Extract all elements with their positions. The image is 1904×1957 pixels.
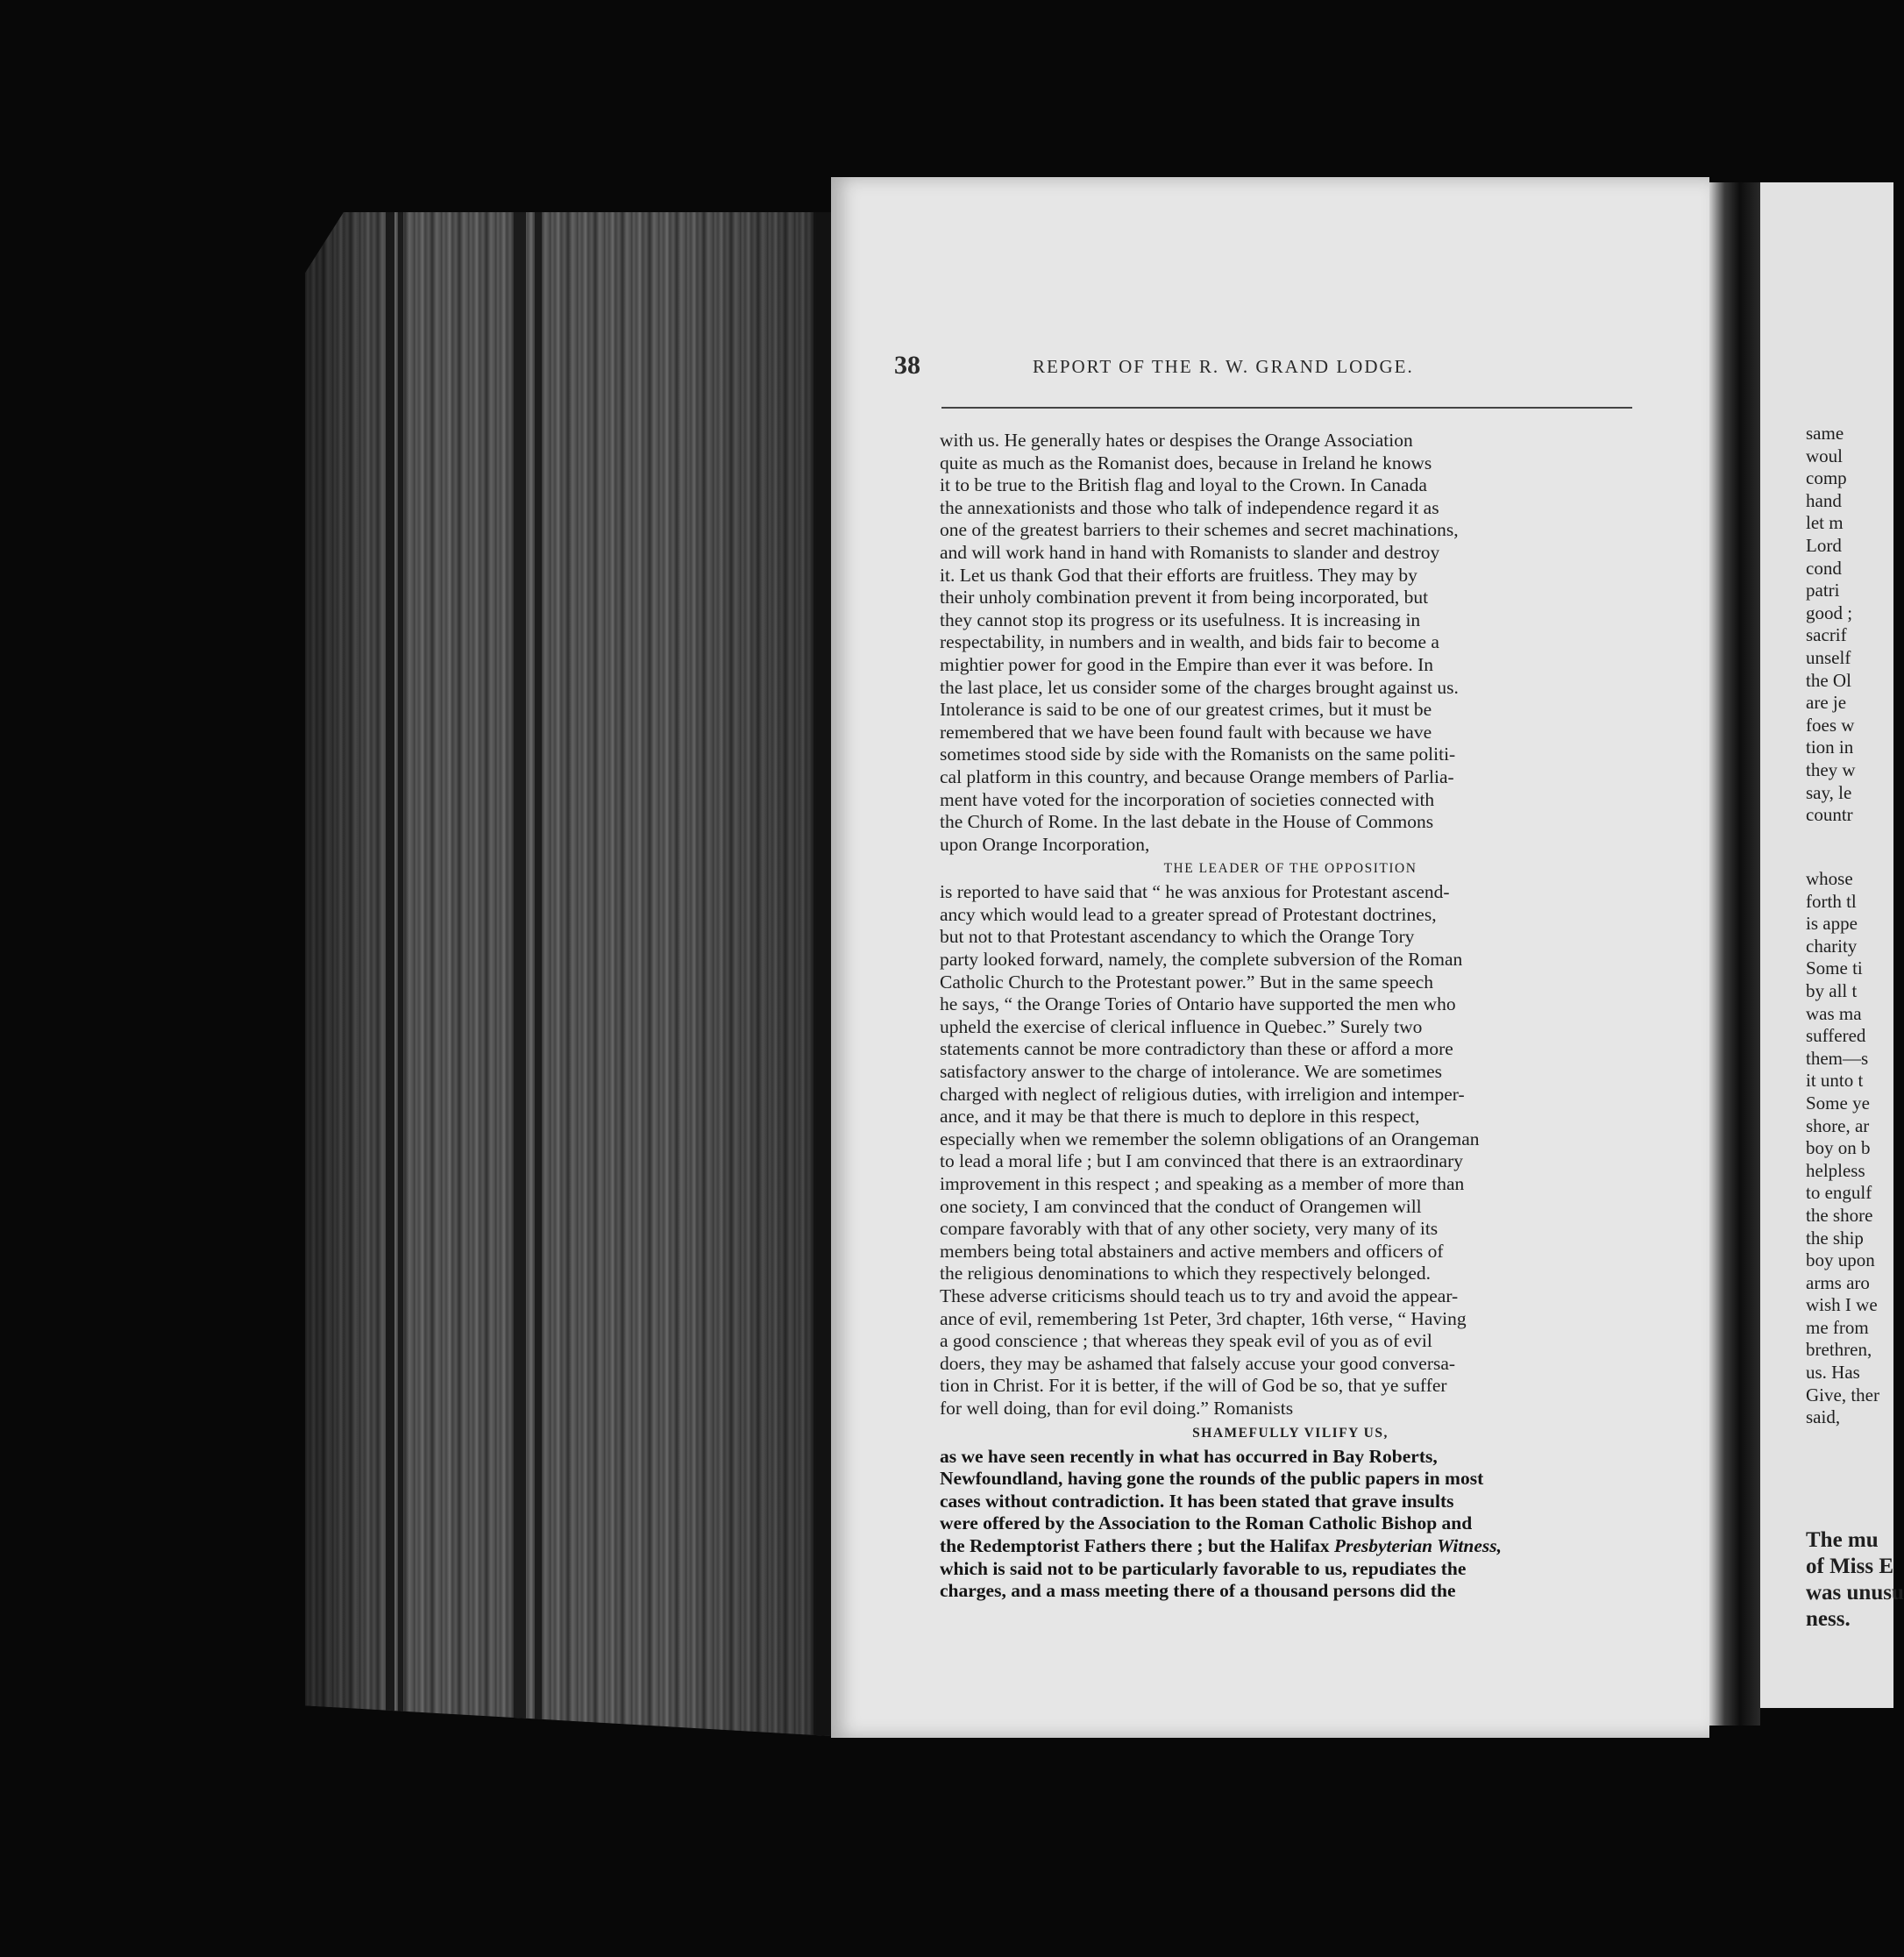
text-line: remembered that we have been found fault with because we have bbox=[940, 721, 1432, 743]
text-line: is appe bbox=[1806, 913, 1858, 935]
text-line: ance of evil, remembering 1st Peter, 3rd chapter, 16th verse, “ Having bbox=[940, 1307, 1467, 1329]
text-line: the Ol bbox=[1806, 669, 1851, 691]
edge-band bbox=[813, 212, 831, 1736]
text-line: mightier power for good in the Empire than ever it was before. In bbox=[940, 653, 1433, 675]
text-line: ancy which would lead to a greater spread of Protestant doctrines, bbox=[940, 903, 1437, 925]
text-line: it unto t bbox=[1806, 1070, 1864, 1092]
text-line: of Miss E bbox=[1806, 1555, 1893, 1578]
text-line: said, bbox=[1806, 1406, 1841, 1428]
book-page-edges bbox=[305, 212, 831, 1736]
text-line: charity bbox=[1806, 935, 1858, 957]
text-line: suffered bbox=[1806, 1025, 1866, 1047]
text-line: he says, “ the Orange Tories of Ontario have supported the men who bbox=[940, 993, 1456, 1015]
text-line: their unholy combination prevent it from being incorporated, but bbox=[940, 587, 1429, 608]
subheading-shamefully-vilify: SHAMEFULLY VILIFY US, bbox=[1192, 1425, 1389, 1441]
text-span: the Redemptorist Fathers there ; but the Halifax bbox=[940, 1534, 1334, 1556]
paragraph-3 bbox=[940, 1446, 1641, 1603]
text-line: is reported to have said that “ he was anxious for Protestant ascend- bbox=[940, 881, 1450, 903]
text-line: were offered by the Association to the Roman Catholic Bishop and bbox=[940, 1512, 1473, 1534]
text-line: comp bbox=[1806, 467, 1847, 489]
text-line: tion in Christ. For it is better, if the will of God be so, that ye suffer bbox=[940, 1375, 1447, 1397]
text-line: cases without contradiction. It has been stated that grave insults bbox=[940, 1490, 1454, 1512]
text-line: a good conscience ; that whereas they speak evil of you as of evil bbox=[940, 1330, 1432, 1352]
text-line: upheld the exercise of clerical influence in Quebec.” Surely two bbox=[940, 1015, 1423, 1037]
subheading-leader-of-opposition: THE LEADER OF THE OPPOSITION bbox=[1163, 861, 1417, 877]
text-line: foes w bbox=[1806, 714, 1855, 736]
text-line: them—s bbox=[1806, 1047, 1869, 1069]
text-line-halifax bbox=[940, 1535, 1641, 1558]
text-line: These adverse criticisms should teach us to try and avoid the appear- bbox=[940, 1285, 1459, 1306]
edge-band bbox=[398, 212, 403, 1736]
text-line: especially when we remember the solemn obligations of an Orangeman bbox=[940, 1128, 1480, 1149]
text-line: and will work hand in hand with Romanists to slander and destroy bbox=[940, 541, 1440, 563]
text-line: was unusu bbox=[1806, 1581, 1904, 1605]
text-line: cal platform in this country, and because Orange members of Parlia- bbox=[940, 765, 1454, 787]
text-line: woul bbox=[1806, 445, 1843, 466]
paragraph-2 bbox=[940, 881, 1641, 1420]
text-line: say, le bbox=[1806, 781, 1852, 803]
text-line: arms aro bbox=[1806, 1271, 1870, 1293]
text-line: Intolerance is said to be one of our greatest crimes, but it must be bbox=[940, 699, 1432, 721]
text-line: the last place, let us consider some of the charges brought against us. bbox=[940, 676, 1459, 698]
text-line: good ; bbox=[1806, 601, 1853, 623]
text-line: cond bbox=[1806, 557, 1842, 579]
text-line: sacrif bbox=[1806, 624, 1847, 646]
text-line: charges, and a mass meeting there of a thousand persons did the bbox=[940, 1580, 1456, 1602]
text-line: unself bbox=[1806, 646, 1851, 668]
facing-column-top bbox=[1806, 423, 1902, 827]
text-line: compare favorably with that of any other society, very many of its bbox=[940, 1218, 1439, 1240]
text-line: Some ye bbox=[1806, 1092, 1870, 1114]
header-rule bbox=[941, 407, 1632, 409]
text-line: it to be true to the British flag and loyal to the Crown. In Canada bbox=[940, 474, 1427, 496]
text-line: satisfactory answer to the charge of intolerance. We are sometimes bbox=[940, 1061, 1442, 1083]
text-line: Give, ther bbox=[1806, 1384, 1879, 1405]
text-line: forth tl bbox=[1806, 890, 1857, 912]
facing-column-bottom bbox=[1806, 1527, 1902, 1633]
text-line: sometimes stood side by side with the Romanists on the same politi- bbox=[940, 744, 1456, 765]
text-line: brethren, bbox=[1806, 1339, 1872, 1361]
text-line: hand bbox=[1806, 489, 1842, 511]
book-page-right-partial bbox=[1760, 182, 1904, 1708]
text-line: to engulf bbox=[1806, 1182, 1872, 1204]
text-line: patri bbox=[1806, 580, 1840, 601]
text-line: Newfoundland, having gone the rounds of the public papers in most bbox=[940, 1468, 1484, 1490]
text-line: the Church of Rome. In the last debate in the House of Commons bbox=[940, 811, 1434, 833]
text-line: was ma bbox=[1806, 1002, 1862, 1024]
text-line: us. Has bbox=[1806, 1362, 1860, 1384]
text-line: wish I we bbox=[1806, 1294, 1878, 1316]
text-line: The mu bbox=[1806, 1528, 1879, 1552]
text-line: they w bbox=[1806, 758, 1856, 780]
text-line: the shore bbox=[1806, 1204, 1873, 1226]
text-line: members being total abstainers and active members and officers of bbox=[940, 1240, 1444, 1262]
book-page-left bbox=[831, 177, 1709, 1738]
text-line: ance, and it may be that there is much to deplore in this respect, bbox=[940, 1106, 1420, 1128]
text-line: but not to that Protestant ascendancy to which the Orange Tory bbox=[940, 926, 1415, 948]
text-line: let m bbox=[1806, 512, 1844, 534]
text-line: quite as much as the Romanist does, because in Ireland he knows bbox=[940, 452, 1432, 473]
text-line: Catholic Church to the Protestant power.” But in the same speech bbox=[940, 971, 1434, 993]
facing-column-middle bbox=[1806, 868, 1902, 1429]
text-line: as we have seen recently in what has occurred in Bay Roberts, bbox=[940, 1445, 1438, 1467]
text-line: the ship bbox=[1806, 1227, 1864, 1249]
running-head-title: REPORT OF THE R. W. GRAND LODGE. bbox=[1033, 356, 1414, 377]
book-gutter bbox=[1709, 182, 1760, 1726]
text-line: ment have voted for the incorporation of societies connected with bbox=[940, 788, 1435, 810]
text-line: countr bbox=[1806, 804, 1853, 826]
italic-title: Presbyterian Witness, bbox=[1333, 1534, 1502, 1556]
page-body bbox=[940, 430, 1641, 1603]
page-number: 38 bbox=[894, 351, 920, 380]
text-line: which is said not to be particularly favorable to us, repudiates the bbox=[940, 1557, 1467, 1579]
text-line: one society, I am convinced that the conduct of Orangemen will bbox=[940, 1195, 1422, 1217]
text-line: for well doing, than for evil doing.” Romanists bbox=[940, 1397, 1294, 1419]
text-line: by all t bbox=[1806, 979, 1858, 1001]
edge-band bbox=[514, 212, 526, 1736]
text-line: with us. He generally hates or despises the Orange Association bbox=[940, 430, 1413, 451]
text-line: the religious denominations to which they respectively belonged. bbox=[940, 1263, 1432, 1285]
text-line: tion in bbox=[1806, 737, 1854, 758]
text-line: doers, they may be ashamed that falsely accuse your good conversa- bbox=[940, 1352, 1456, 1374]
text-line: it. Let us thank God that their efforts are fruitless. They may by bbox=[940, 564, 1417, 586]
text-line: upon Orange Incorporation, bbox=[940, 833, 1150, 855]
text-line: one of the greatest barriers to their schemes and secret machinations, bbox=[940, 519, 1459, 541]
text-line: shore, ar bbox=[1806, 1114, 1870, 1136]
text-line: helpless bbox=[1806, 1159, 1865, 1181]
text-line: respectability, in numbers and in wealth, and bids fair to become a bbox=[940, 631, 1439, 653]
text-line: statements cannot be more contradictory than these or afford a more bbox=[940, 1038, 1453, 1060]
text-line: ness. bbox=[1806, 1607, 1851, 1631]
text-line: boy on b bbox=[1806, 1137, 1871, 1159]
text-line: charged with neglect of religious duties, with irreligion and intemper- bbox=[940, 1083, 1465, 1105]
text-line: the annexationists and those who talk of independence regard it as bbox=[940, 496, 1439, 518]
text-line: to lead a moral life ; but I am convinced that there is an extraordinary bbox=[940, 1150, 1463, 1172]
text-line: me from bbox=[1806, 1316, 1869, 1338]
text-line: are je bbox=[1806, 692, 1847, 714]
text-line: party looked forward, namely, the complete subversion of the Roman bbox=[940, 949, 1463, 971]
running-head bbox=[894, 351, 1595, 380]
text-line: Some ti bbox=[1806, 957, 1863, 979]
edge-band bbox=[386, 212, 394, 1736]
text-line: same bbox=[1806, 423, 1844, 444]
text-line: improvement in this respect ; and speaking as a member of more than bbox=[940, 1173, 1465, 1194]
edge-band bbox=[535, 212, 542, 1736]
text-line: Lord bbox=[1806, 534, 1842, 556]
text-line: boy upon bbox=[1806, 1249, 1875, 1271]
text-line: they cannot stop its progress or its usefulness. It is increasing in bbox=[940, 608, 1421, 630]
paragraph-1 bbox=[940, 430, 1641, 856]
text-line: whose bbox=[1806, 868, 1853, 889]
